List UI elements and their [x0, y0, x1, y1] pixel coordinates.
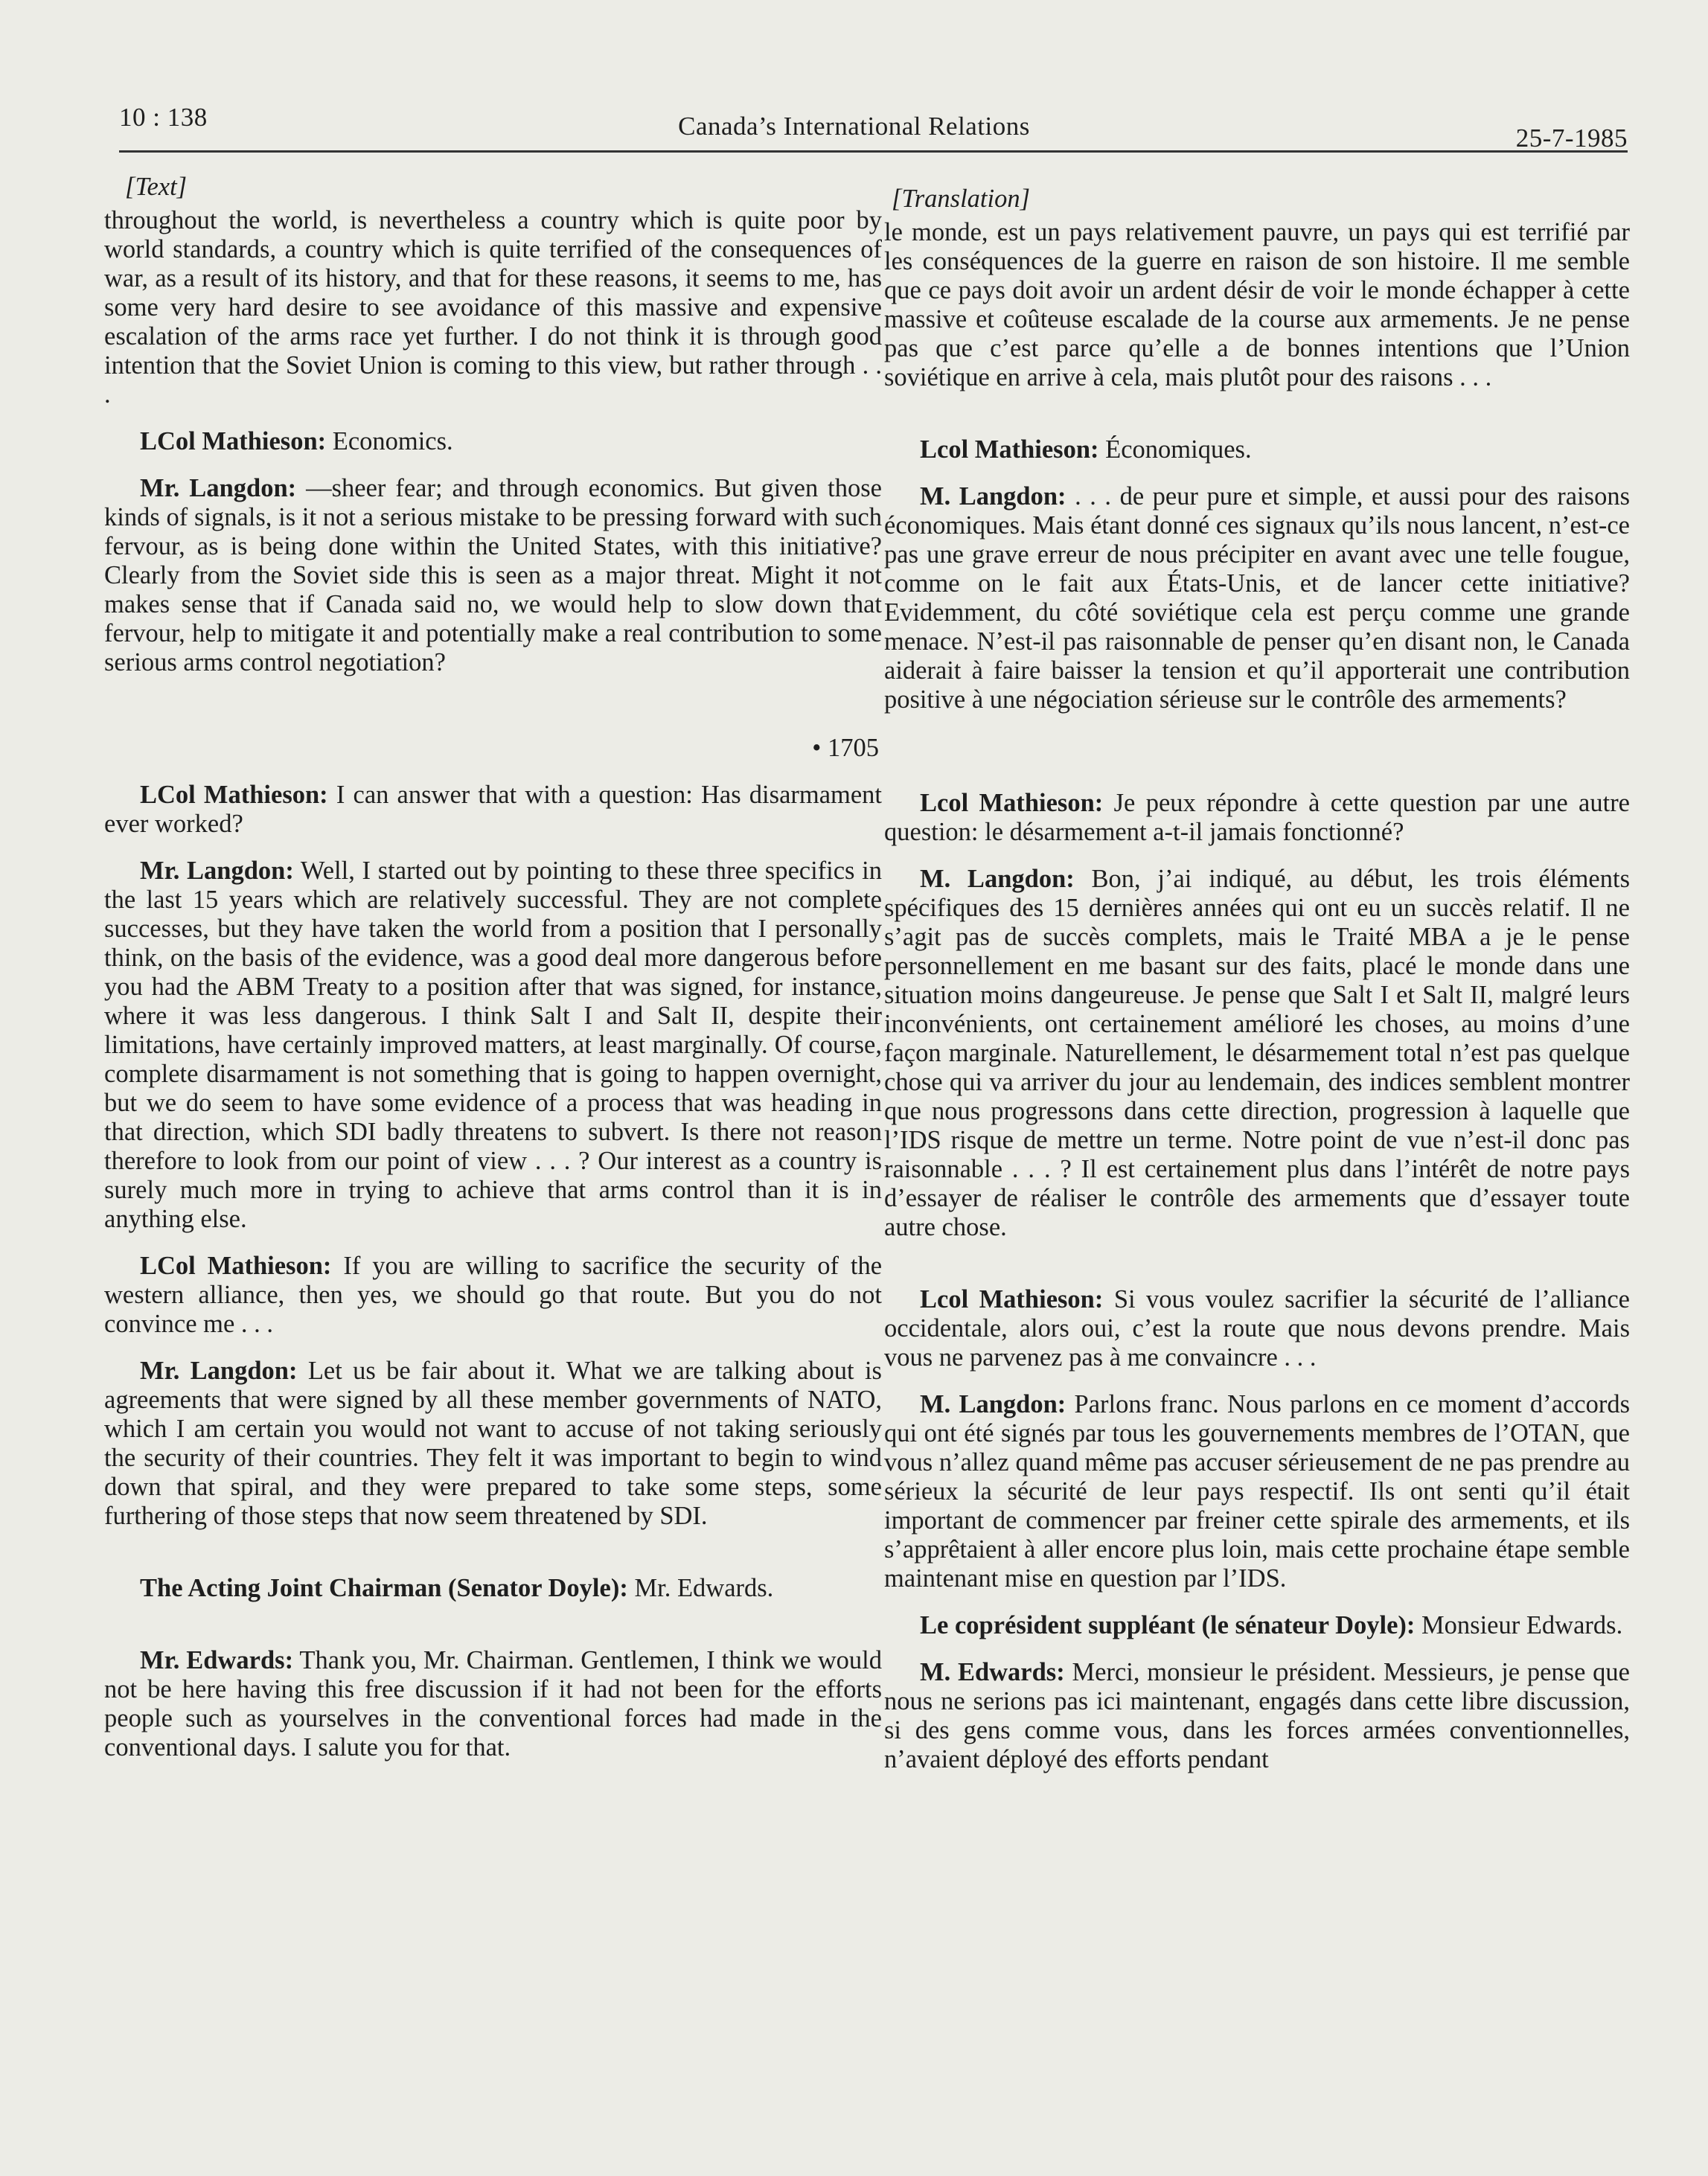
text-label	[104, 173, 882, 202]
speaker: M. Langdon:	[920, 482, 1066, 511]
speech	[884, 482, 1630, 714]
speaker: LCol Mathieson:	[140, 1252, 332, 1280]
speech-text: Je peux répondre à cette question par une autre question: le désarmement a-t-il jamais fonctionné?	[884, 789, 1630, 846]
french-column	[884, 185, 1630, 1792]
speech-text: —sheer fear; and through economics. But given those kinds of signals, is it not a serious mistake to be pressing forward with such fervour, as is being done within the United States, with this initiative? Clearly from the Soviet side this is seen as a major threat. Might it not makes sense that if Canada said no, we would help to slow down that fervour, help to mitigate it and potentially make a real contribution to some serious arms control negotiation?	[104, 474, 882, 676]
speech	[884, 1611, 1630, 1640]
speaker: M. Edwards:	[920, 1658, 1065, 1686]
paragraph: le monde, est un pays relativement pauvre, un pays qui est terrifié par les conséquences de la guerre en raison de son histoire. Il me semble que ce pays doit avoir un ardent désir de voir le monde échapper à cette massive et coûteuse escalade de la course aux armements. Je ne pense pas que c’est parce qu’elle a de bonnes intentions que l’Union soviétique en arrive à cela, mais plutôt pour des raisons . . .	[884, 218, 1630, 391]
speaker: M. Langdon:	[920, 1390, 1066, 1418]
speech	[884, 1658, 1630, 1774]
speech	[104, 781, 882, 839]
label-text: Text	[135, 173, 177, 201]
speech-text: If you are willing to sacrifice the security of the western alliance, then yes, we should go that route. But you do not convince me . . .	[104, 1252, 883, 1338]
running-title: Canada’s International Relations	[678, 112, 1030, 141]
speech-text: Let us be fair about it. What we are talking about is agreements that were signed by all these member governments of NATO, which I am certain you would not want to accuse of not taking seriously the security of their countries. They felt it was important to begin to wind down that spiral, and they were prepared to take some steps, some furthering of those steps that now seem threatened by SDI.	[104, 1357, 882, 1530]
speech-text: Thank you, Mr. Chairman. Gentlemen, I think we would not be here having this free discussion if it had not been for the efforts people such as yourselves in the conventional forces had made in the conventional days. I salute you for that.	[104, 1646, 882, 1761]
speech-text: Well, I started out by pointing to these three specifics in the last 15 years which are relatively successful. They are not complete successes, but they have taken the world from a position that I personally think, on the basis of the evidence, was a good deal more dangerous before you had the ABM Treaty to a position after that was signed, for instance, where it was less dangerous. I think Salt I and Salt II, despite their limitations, have certainly improved matters, at least marginally. Of course, complete disarmament is not something that is going to happen overnight, but we do seem to have some evidence of a process that was heading in that direction, which SDI badly threatens to subvert. Is there not reason therefore to look from our point of view . . . ? Our interest as a country is surely much more in trying to achieve that arms control than it is in anything else.	[104, 857, 882, 1233]
speaker: Mr. Langdon:	[140, 1357, 298, 1385]
spacer	[884, 410, 1630, 435]
speaker: Lcol Mathieson:	[920, 1285, 1104, 1313]
label-text: Translation	[901, 185, 1020, 213]
english-column	[104, 173, 882, 1780]
translation-label	[884, 185, 1630, 214]
spacer	[104, 1621, 882, 1646]
speech-text: . . . de peur pure et simple, et aussi pour des raisons économiques. Mais étant donné ces signaux qu’ils nous lancent, n’est-ce pas une grave erreur de nous précipiter en avant avec une telle fougue, comme on le fait aux États-Unis, et de lancer cette initiative? Evidemment, du côté soviétique cela est perçu comme une grande menace. N’est-il pas raisonnable de penser qu’en disant non, le Canada aiderait à faire baisser la tension et qu’il apporterait une contribution positive à une négociation sérieuse sur le contrôle des armements?	[884, 482, 1630, 714]
label-close: ]	[176, 173, 188, 201]
speech	[884, 435, 1630, 464]
speaker: M. Langdon:	[920, 865, 1075, 893]
speech	[104, 1646, 882, 1762]
speech-text: Economics.	[326, 427, 453, 455]
speech	[884, 865, 1630, 1242]
speech	[884, 1285, 1630, 1372]
meeting-date: 25-7-1985	[1515, 124, 1628, 153]
header-rule	[119, 150, 1628, 153]
speech	[104, 1357, 882, 1531]
speech	[104, 474, 882, 677]
speaker: LCol Mathieson:	[140, 427, 327, 455]
speech-text: Mr. Edwards.	[627, 1574, 774, 1602]
spacer	[104, 695, 882, 734]
label-close: ]	[1020, 185, 1031, 213]
speech-text: Économiques.	[1098, 435, 1252, 464]
speech	[884, 1390, 1630, 1593]
speaker: Mr. Edwards:	[140, 1646, 294, 1674]
spacer	[884, 732, 1630, 789]
label-open: [	[125, 173, 135, 201]
spacer	[104, 1549, 882, 1574]
speaker: LCol Mathieson:	[140, 781, 328, 809]
speaker: The Acting Joint Chairman (Senator Doyle):	[140, 1574, 628, 1602]
speech-text: Merci, monsieur le président. Messieurs, je pense que nous ne serions pas ici maintenant, engagés dans cette libre discussion, si des gens comme vous, dans les forces armées conventionnelles, n’avaient déployé des efforts pendant	[884, 1658, 1630, 1773]
speech	[104, 1574, 882, 1603]
speech-text: I can answer that with a question: Has disarmament ever worked?	[104, 781, 882, 838]
speech-text: Si vous voulez sacrifier la sécurité de l’alliance occidentale, alors oui, c’est la route que nous devons prendre. Mais vous ne parvenez pas à me convaincre . . .	[884, 1285, 1630, 1372]
time-marker: • 1705	[812, 734, 879, 762]
speech	[104, 857, 882, 1234]
speech	[104, 1252, 882, 1339]
speech-text: Parlons franc. Nous parlons en ce moment d’accords qui ont été signés par tous les gouvernements membres de l’OTAN, que vous n’allez quand même pas accuser sérieusement de ne pas prendre au sérieux la sécurité de leur pays respectif. Ils ont senti qu’il était important de commencer par freiner cette spirale des armements, et ils s’apprêtaient à aller encore plus loin, mais cette prochaine étape semble maintenant mise en question par l’IDS.	[884, 1390, 1631, 1593]
paragraph: throughout the world, is nevertheless a country which is quite poor by world standards, a country which is quite terrified of the consequences of war, as a result of its history, and that for these reasons, it seems to me, has some very hard desire to see avoidance of this massive and expensive escalation of the arms race yet further. I do not think it is through good intention that the Soviet Union is coming to this view, but rather through . . .	[104, 206, 882, 409]
speaker: Lcol Mathieson:	[920, 789, 1104, 817]
label-open: [	[892, 185, 902, 213]
speaker: Lcol Mathieson:	[920, 435, 1099, 464]
speaker: Mr. Langdon:	[140, 474, 297, 502]
speech-text: Monsieur Edwards.	[1415, 1611, 1623, 1639]
speaker: Mr. Langdon:	[140, 857, 294, 885]
page-reference: 10 : 138	[119, 103, 208, 132]
spacer	[884, 1260, 1630, 1285]
speech	[884, 789, 1630, 847]
speech-text: Bon, j’ai indiqué, au début, les trois éléments spécifiques des 15 dernières années qui ont eu un succès relatif. Il ne s’agit pas de succès complets, mais le Traité MBA a je le pense personnellement en me basant sur des faits, placé le monde dans une situation moins dangeureuse. Je pense que Salt I et Salt II, malgré leurs inconvénients, ont certainement amélioré les choses, au moins d’une façon marginale. Naturellement, le désarmement total n’est pas quelque chose qui va arriver du jour au lendemain, des indices semblent montrer que nous progressons dans cette direction, progression à laquelle que l’IDS risque de mettre un terme. Notre point de vue n’est-il donc pas raisonnable . . . ? Il est certainement plus dans l’intérêt de notre pays d’essayer de réaliser le contrôle des armements que d’essayer toute autre chose.	[884, 865, 1630, 1241]
speaker: Le coprésident suppléant (le sénateur Doyle):	[920, 1611, 1416, 1639]
speech	[104, 427, 882, 456]
